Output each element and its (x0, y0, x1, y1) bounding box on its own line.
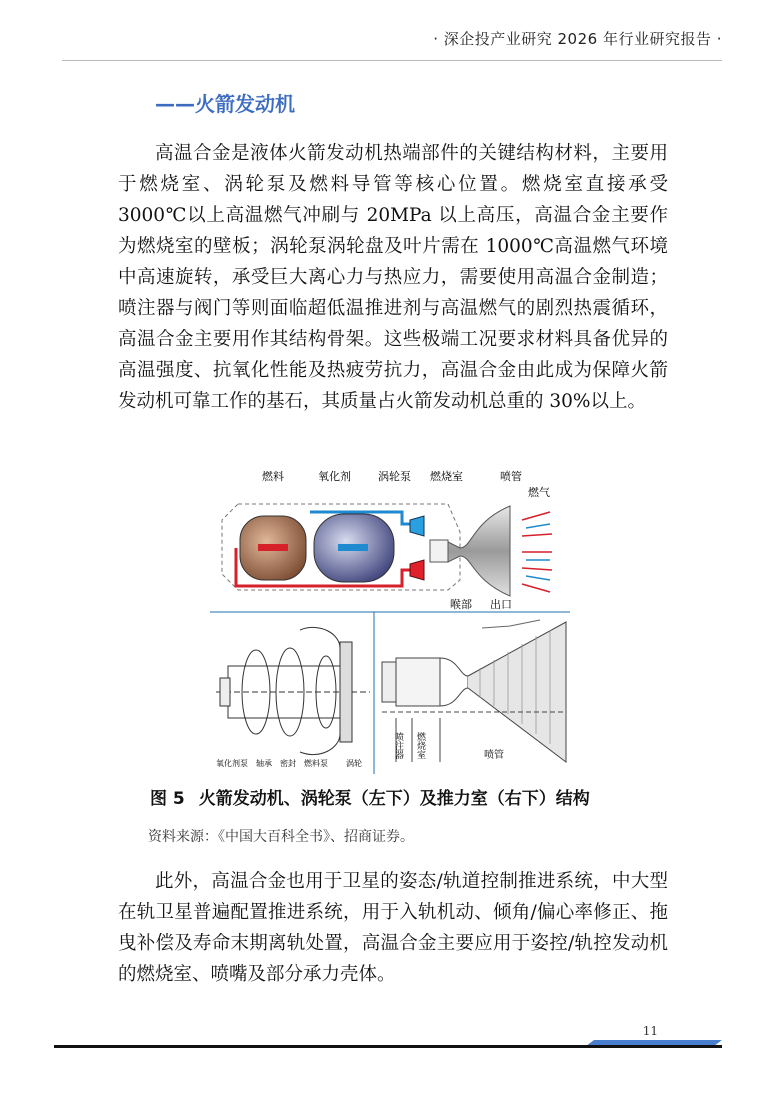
label-gas: 燃气 (528, 486, 550, 499)
label-oxidizer: 氧化剂 (318, 470, 351, 483)
label-oxidizer-pump: 氧化剂泵 (216, 759, 248, 768)
oxidizer-marker (338, 544, 368, 551)
label-seal: 密封 (280, 759, 296, 768)
label-turbopump: 涡轮泵 (378, 470, 411, 483)
fuel-pump-shape (410, 560, 424, 580)
figure-caption (150, 784, 590, 809)
engine-figure (210, 462, 570, 774)
footer-bar (54, 1040, 722, 1050)
label-turbine: 涡轮 (346, 759, 362, 768)
paragraph-2: 此外，高温合金也用于卫星的姿态/轨道控制推进系统，中大型在轨卫星普遍配置推进系统，用于入轨机动、倾角/偏心率修正、拖曳补偿及寿命末期离轨处置，高温合金主要应用于姿控/轨控发动机的燃烧室、喷嘴及部分承力壳体。 (118, 871, 668, 985)
label-combustion-chamber: 燃烧室 (415, 732, 425, 759)
label-bearing: 轴承 (256, 759, 272, 768)
label-chamber: 燃烧室 (430, 470, 463, 483)
chamber-shape (430, 540, 448, 562)
label-throat: 喉部 (450, 598, 472, 611)
label-fuel-pump: 燃料泵 (304, 759, 328, 768)
label-nozzle: 喷管 (500, 470, 522, 483)
figure-caption-text: 火箭发动机、涡轮泵（左下）及推力室（右下）结构 (198, 789, 590, 809)
section-title: ——火箭发动机 (155, 92, 295, 116)
label-nozzle-bottom: 喷管 (484, 750, 504, 761)
oxidizer-pump-shape (410, 516, 424, 536)
page-header: · 深企投产业研究 2026 年行业研究报告 · (433, 30, 722, 48)
thrust-chamber-drawing (382, 620, 566, 762)
header-rule (62, 60, 722, 61)
engine-diagram (210, 462, 570, 774)
label-exit: 出口 (490, 598, 512, 611)
figure-source: 资料来源：《中国大百科全书》、招商证券。 (148, 829, 414, 845)
label-fuel: 燃料 (262, 470, 284, 483)
nozzle-shape (448, 506, 510, 596)
figure-number: 图 5 (150, 789, 185, 809)
label-injector: 喷注器 (393, 732, 403, 759)
fuel-marker (258, 544, 288, 551)
page-number: 11 (642, 1024, 658, 1038)
paragraph-1: 高温合金是液体火箭发动机热端部件的关键结构材料，主要用于燃烧室、涡轮泵及燃料导管等核心位置。燃烧室直接承受 3000℃以上高温燃气冲刷与 20MPa 以上高压，高温合金主要作为燃烧室的壁板；涡轮泵涡轮盘及叶片需在 1000℃高温燃气环境中高速旋转，承受巨大离心力与热应力，需要使用高温合金制造；喷注器与阀门等则面临超低温推进剂与高温燃气的剧烈热震循环，高温合金主要用作其结构骨架。这些极端工况要求材料具备优异的高温强度、抗氧化性能及热疲劳抗力，高温合金由此成为保障火箭发动机可靠工作的基石，其质量占火箭发动机总重的 30%以上。 (118, 143, 668, 412)
turbopump-drawing (216, 627, 370, 754)
